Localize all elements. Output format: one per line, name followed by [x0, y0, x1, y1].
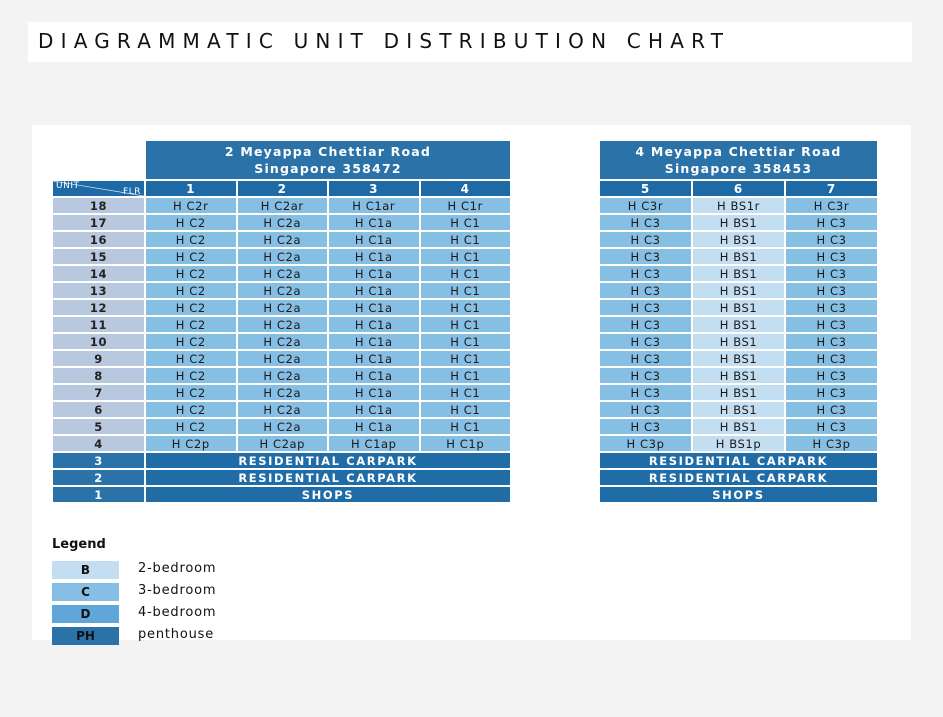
column-header-unit-1: 1 [146, 181, 236, 196]
unit-cell: H C3 [600, 215, 691, 230]
legend-label: 3-bedroom [138, 583, 217, 598]
unit-cell: H C2a [238, 266, 328, 281]
table-row [600, 334, 877, 349]
floor-cell: 16 [53, 232, 144, 247]
unit-cell: H C3r [786, 198, 877, 213]
special-row-label: RESIDENTIAL CARPARK [600, 470, 877, 485]
unit-cell: H C2a [238, 317, 328, 332]
table-row [53, 402, 510, 417]
unit-cell: H C3 [786, 266, 877, 281]
unit-cell: H C1 [421, 317, 511, 332]
unit-cell: H BS1 [693, 334, 784, 349]
unit-cell: H C1 [421, 283, 511, 298]
unit-cell: H C3 [786, 232, 877, 247]
unit-cell: H C1a [329, 317, 419, 332]
unit-cell: H C3 [786, 249, 877, 264]
unit-cell: H BS1 [693, 385, 784, 400]
unit-cell: H C2a [238, 300, 328, 315]
legend-label: penthouse [138, 627, 214, 642]
unit-cell: H C3 [786, 215, 877, 230]
table-row [53, 266, 510, 281]
unit-cell: H C2 [146, 402, 236, 417]
legend-label: 2-bedroom [138, 561, 217, 576]
table-row [600, 351, 877, 366]
unit-cell: H C2p [146, 436, 236, 451]
table-row [600, 419, 877, 434]
unit-cell: H BS1 [693, 283, 784, 298]
unit-cell: H C3 [600, 351, 691, 366]
unit-cell: H C1a [329, 368, 419, 383]
column-header-unit-3: 3 [329, 181, 419, 196]
table-row [53, 300, 510, 315]
table-row [600, 368, 877, 383]
legend-label: 4-bedroom [138, 605, 217, 620]
legend-swatch-d: D [52, 605, 119, 623]
unit-cell: H C1 [421, 368, 511, 383]
floor-cell: 10 [53, 334, 144, 349]
unit-cell: H C1ar [329, 198, 419, 213]
unit-cell: H C1ap [329, 436, 419, 451]
table-row [600, 232, 877, 247]
unit-cell: H C1 [421, 385, 511, 400]
table-row [53, 249, 510, 264]
unit-cell: H C3 [600, 249, 691, 264]
unit-cell: H C3 [600, 300, 691, 315]
unit-cell: H C1r [421, 198, 511, 213]
block-b-address-line1: 4 Meyappa Chettiar Road [635, 144, 842, 159]
unit-cell: H C2 [146, 351, 236, 366]
unit-cell: H C2 [146, 385, 236, 400]
unit-cell: H C3 [786, 402, 877, 417]
legend-swatch-c: C [52, 583, 119, 601]
unit-cell: H BS1p [693, 436, 784, 451]
table-row [600, 249, 877, 264]
unit-cell: H C3 [600, 283, 691, 298]
unit-cell: H C2 [146, 215, 236, 230]
table-row [53, 419, 510, 434]
floor-cell: 4 [53, 436, 144, 451]
table-row [53, 351, 510, 366]
unit-cell: H C1a [329, 419, 419, 434]
unit-cell: H C2 [146, 232, 236, 247]
unit-cell: H C2 [146, 300, 236, 315]
block-b-address [600, 141, 877, 179]
unit-cell: H C3 [600, 232, 691, 247]
table-row [53, 232, 510, 247]
table-row [53, 470, 510, 485]
table-row [600, 385, 877, 400]
unit-cell: H C2 [146, 317, 236, 332]
unit-cell: H C3 [600, 385, 691, 400]
blank-corner [53, 141, 144, 179]
unit-cell: H BS1 [693, 266, 784, 281]
table-row [53, 385, 510, 400]
unit-cell: H C1 [421, 351, 511, 366]
unit-cell: H C3 [786, 334, 877, 349]
legend-title: Legend [52, 537, 106, 552]
unit-cell: H C1 [421, 334, 511, 349]
table-row [53, 453, 510, 468]
unit-cell: H BS1 [693, 249, 784, 264]
unit-cell: H C2 [146, 266, 236, 281]
floor-cell: 5 [53, 419, 144, 434]
floor-cell: 11 [53, 317, 144, 332]
block-a-address-line1: 2 Meyappa Chettiar Road [224, 144, 432, 159]
unit-cell: H C3 [786, 283, 877, 298]
unit-cell: H C3 [600, 266, 691, 281]
unit-cell: H C1 [421, 232, 511, 247]
unit-cell: H C2 [146, 334, 236, 349]
unit-cell: H C3 [600, 419, 691, 434]
unit-cell: H C1a [329, 232, 419, 247]
unit-cell: H C3 [786, 351, 877, 366]
unit-floor-header [53, 181, 144, 196]
unit-cell: H C3r [600, 198, 691, 213]
unit-cell: H C3 [600, 317, 691, 332]
table-row [600, 317, 877, 332]
table-row [600, 402, 877, 417]
special-row-label: RESIDENTIAL CARPARK [600, 453, 877, 468]
unit-cell: H C1a [329, 300, 419, 315]
table-row [53, 436, 510, 451]
table-row [53, 283, 510, 298]
floor-cell: 7 [53, 385, 144, 400]
unit-cell: H C1 [421, 300, 511, 315]
unit-cell: H C2a [238, 368, 328, 383]
floor-cell: 8 [53, 368, 144, 383]
unit-cell: H BS1 [693, 351, 784, 366]
unit-cell: H C2a [238, 385, 328, 400]
floor-cell: 3 [53, 453, 144, 468]
table-row [53, 215, 510, 230]
table-row [53, 368, 510, 383]
unit-cell: H C2 [146, 419, 236, 434]
floor-cell: 6 [53, 402, 144, 417]
unit-cell: H C3 [786, 419, 877, 434]
unit-cell: H C2a [238, 351, 328, 366]
unit-cell: H C1a [329, 334, 419, 349]
floor-label: FLR [123, 187, 141, 196]
block-a-address-line2: Singapore 358472 [254, 161, 402, 176]
floor-cell: 18 [53, 198, 144, 213]
unit-cell: H C2ap [238, 436, 328, 451]
column-header-unit-5: 5 [600, 181, 691, 196]
floor-cell: 15 [53, 249, 144, 264]
column-header-unit-2: 2 [238, 181, 328, 196]
unit-cell: H C2 [146, 368, 236, 383]
unit-cell: H C3 [600, 334, 691, 349]
table-row [600, 300, 877, 315]
unit-cell: H C1 [421, 266, 511, 281]
floor-cell: 14 [53, 266, 144, 281]
unit-cell: H C2a [238, 232, 328, 247]
table-row [53, 317, 510, 332]
unit-cell: H C3 [786, 300, 877, 315]
column-header-unit-4: 4 [421, 181, 511, 196]
unit-cell: H C1 [421, 402, 511, 417]
unit-cell: H C3p [786, 436, 877, 451]
unit-cell: H C3 [600, 402, 691, 417]
table-row [53, 198, 510, 213]
unit-cell: H C2a [238, 334, 328, 349]
special-row-label: SHOPS [600, 487, 877, 502]
unit-cell: H C1a [329, 266, 419, 281]
floor-cell: 1 [53, 487, 144, 502]
unit-label: UNIT [56, 181, 80, 191]
unit-cell: H C1a [329, 402, 419, 417]
unit-cell: H BS1 [693, 300, 784, 315]
unit-cell: H C2ar [238, 198, 328, 213]
special-row-label: SHOPS [146, 487, 510, 502]
floor-cell: 17 [53, 215, 144, 230]
unit-cell: H C1a [329, 385, 419, 400]
unit-cell: H BS1r [693, 198, 784, 213]
block-b-table [598, 139, 879, 504]
unit-cell: H C3 [600, 368, 691, 383]
table-row [600, 266, 877, 281]
unit-cell: H C2a [238, 283, 328, 298]
legend-swatch-ph: PH [52, 627, 119, 645]
unit-cell: H BS1 [693, 317, 784, 332]
unit-cell: H C2 [146, 283, 236, 298]
table-row [600, 198, 877, 213]
unit-cell: H C2a [238, 215, 328, 230]
unit-cell: H C2r [146, 198, 236, 213]
unit-cell: H C2a [238, 249, 328, 264]
unit-cell: H C1a [329, 215, 419, 230]
unit-cell: H C2 [146, 249, 236, 264]
special-row-label: RESIDENTIAL CARPARK [146, 453, 510, 468]
unit-cell: H BS1 [693, 368, 784, 383]
block-a-table [51, 139, 512, 504]
unit-cell: H C3 [786, 385, 877, 400]
floor-cell: 13 [53, 283, 144, 298]
column-header-unit-7: 7 [786, 181, 877, 196]
unit-cell: H C1p [421, 436, 511, 451]
unit-cell: H C3p [600, 436, 691, 451]
unit-cell: H C1a [329, 351, 419, 366]
unit-cell: H C1 [421, 419, 511, 434]
table-row [600, 487, 877, 502]
table-row [600, 436, 877, 451]
unit-cell: H C2a [238, 419, 328, 434]
unit-cell: H C1 [421, 215, 511, 230]
unit-cell: H BS1 [693, 215, 784, 230]
unit-cell: H C3 [786, 317, 877, 332]
table-row [600, 215, 877, 230]
table-row [53, 487, 510, 502]
table-row [600, 453, 877, 468]
column-header-unit-6: 6 [693, 181, 784, 196]
legend-swatch-b: B [52, 561, 119, 579]
block-a-address [146, 141, 510, 179]
unit-cell: H C1a [329, 283, 419, 298]
unit-cell: H BS1 [693, 419, 784, 434]
floor-cell: 12 [53, 300, 144, 315]
floor-cell: 2 [53, 470, 144, 485]
page-title: DIAGRAMMATIC UNIT DISTRIBUTION CHART [38, 29, 731, 53]
table-row [600, 470, 877, 485]
table-row [53, 334, 510, 349]
special-row-label: RESIDENTIAL CARPARK [146, 470, 510, 485]
table-row [600, 283, 877, 298]
block-b-address-line2: Singapore 358453 [664, 161, 813, 176]
unit-cell: H C1 [421, 249, 511, 264]
unit-cell: H BS1 [693, 232, 784, 247]
unit-cell: H C2a [238, 402, 328, 417]
unit-cell: H C3 [786, 368, 877, 383]
floor-cell: 9 [53, 351, 144, 366]
unit-cell: H C1a [329, 249, 419, 264]
unit-cell: H BS1 [693, 402, 784, 417]
